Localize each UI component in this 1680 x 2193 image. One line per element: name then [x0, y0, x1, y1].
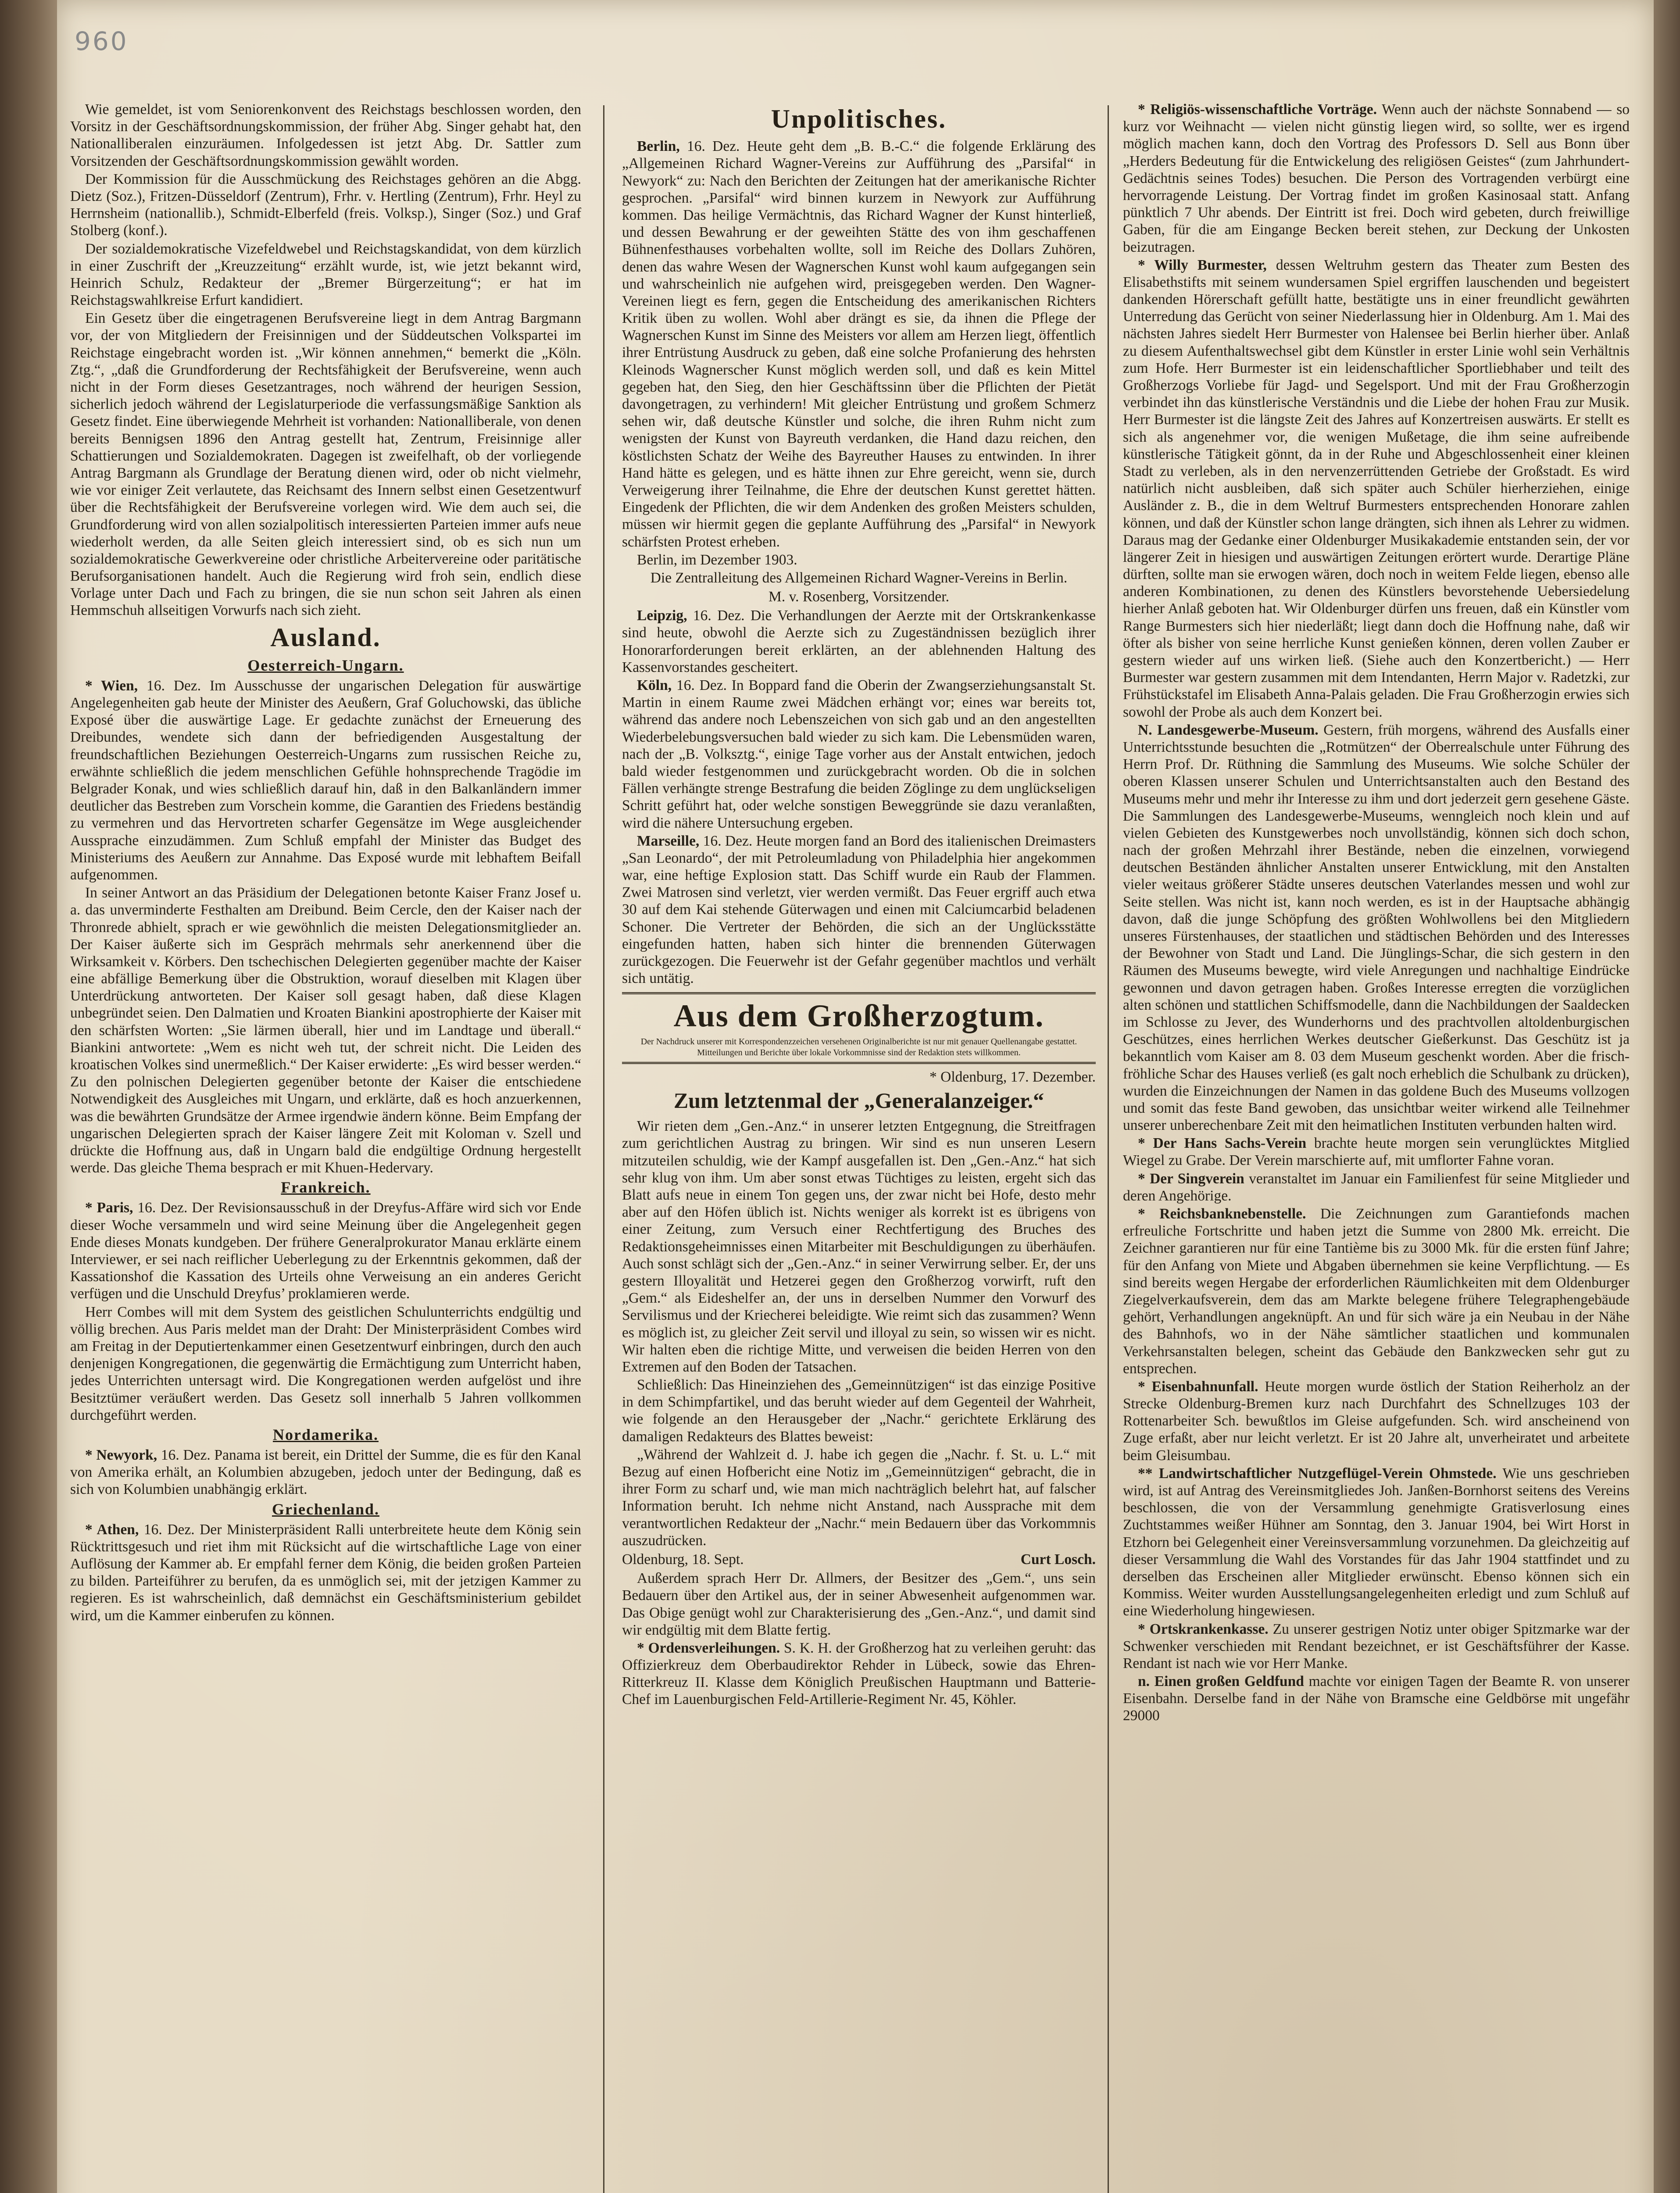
letter-signature	[622, 1551, 1096, 1568]
item-heading: n. Einen großen Geldfund	[1138, 1673, 1304, 1690]
signature-name: Curt Losch.	[1020, 1551, 1096, 1568]
news-text: 16. Dez. Der Ministerpräsident Ralli unterbreitete heute dem König sein Rücktrittsgesuch und riet ihm mit Rücksicht auf die wirtschaftliche Lage von einer Auflösung der Kammer ab. Er empfahl ferner dem König, die beiden großen Parteien zu bilden. Parteiführer zu berufen, da es unmöglich sei, mit der jetzigen Kammer zu regieren. Es ist wahrscheinlich, daß demnächst ein Geschäftsministerium gebildet wird, um die Kammer einberufen zu können.	[70, 1521, 581, 1624]
news-item	[1123, 1135, 1630, 1169]
article-paragraph: „Während der Wahlzeit d. J. habe ich gegen die „Nachr. f. St. u. L.“ mit Bezug auf einen Hofbericht eine Notiz im „Gemeinnützigen“ gebracht, die in ihrer Form zu scharf und, wie man mich nachträglich belehrt hat, auf falscher Information beruht. Ich nehme nicht Anstand, nach Aussprache mit dem verantwortlichen Redakteur der „Nachr.“ mein Bedauern über das Vorkommnis auszudrücken.	[622, 1446, 1096, 1549]
news-text: Heute morgen wurde östlich der Station Reiherholz an der Strecke Oldenburg-Bremen kurz nach Durchfahrt des Schnellzuges 103 der Rottenarbeiter Sch. bewußtlos im Gleise aufgefunden. Sch. wird anscheinend von Zuge erfaßt, aber nur leicht verletzt. Er ist 20 Jahre alt, unverheiratet und arbeitete beim Gleisumbau.	[1123, 1378, 1630, 1464]
news-text: Die Zeichnungen zum Garantiefonds machen erfreuliche Fortschritte und haben jetzt die Summe von 2800 Mk. erreicht. Die Zeichner garantieren nur für eine Tantième bis zu 3000 Mk. für die ersten fünf Jahre; für den Anfang von Miete und Abgaben übernehmen sie keine Verpflichtung. — Es sind bereits wegen Hergabe der erforderlichen Räumlichkeiten mit dem Oldenburger Ziegelverkaufsverein, dem das am Markte belegene frühere Telegraphengebäude gehört, Verhandlungen angeknüpft. An und für sich wäre ja ein Neubau in der Nähe des Bahnhofs, wo in der Nähe sämtlicher staatlichen und kommunalen Verkehrsanstalten belegen, scheint das Gebäude den Bankzwecken sehr gut zu entsprechen.	[1123, 1206, 1630, 1377]
news-text: 16. Dez. Panama ist bereit, ein Drittel der Summe, die es für den Kanal von Amerika erhält, an Kolumbien abzugeben, jedoch unter der Bedingung, daß es sich von Kolumbien unabhängig erklärt.	[70, 1447, 581, 1498]
news-text: Gestern, früh morgens, während des Ausfalls einer Unterrichtsstunde besuchten die „Rotmützen“ der Oberrealschule unter Führung des Herrn Prof. Dr. Rüthning die Sammlung des Museums. Wie solche Schüler der oberen Klassen unserer Schulen und Unterrichtsanstalten auch den Bestand des Museums mehr und mehr ihr Interesse zu ihm und dort jederzeit gern gesehene Gäste. Die Sammlungen des Landesgewerbe-Museums, wenngleich noch klein und auf vielen Gebieten des Kunstgewerbes noch unvollständig, können sich doch schon, nach der großen Mehrzahl ihrer Bestände, neben die einzelnen, vorwiegend deutschen Beständen ähnlicher Anstalten unserer Entwicklung, mit den Anstalten vieler weitaus größerer Städte unseres deutschen Vaterlandes messen und wohl zur Seite stellen. Was nicht ist, kann noch werden, es ist in der Hauptsache abhängig davon, daß die junge Schöpfung des größten Wohlwollens bei den Mitgliedern unseres Fürstenhauses, der staatlichen und städtischen Behörden und des Interesses der Bewohner von Stadt und Land. Die Jünglings-Schar, die sich gestern in den Räumen des Museums bewegte, wird viele Anregungen und nachhaltige Eindrücke gewonnen und davon getragen haben. Großes Interesse erregten die vorzüglichen alten schönen und stattlichen Schiffsmodelle, dann die Nachbildungen der Saaldecken im Schlosse zu Jever, des Wunderhorns und des prachtvollen altoldenburgischen Geschützes, eines herrlichen Werkes deutscher Gießerkunst. Das Geschütz ist ja bekanntlich vom Kaiser am 8. 03 dem Museum geschenkt worden. Aber die frisch-fröhliche Schar des Hauses verließ (es galt noch erheblich die Schulbank zu drücken), wurden die Einzeichnungen der Namen in das goldene Buch des Museums vollzogen und somit das feste Band gewoben, das unsichtbar weiter wirkend alle Teilnehmer unserer unberechenbare Zeit mit den heimatlichen Instituten verbunden halten wird.	[1123, 721, 1630, 1134]
country-heading: Frankreich.	[281, 1179, 371, 1197]
section-title-unpolitisches: Unpolitisches.	[771, 104, 947, 133]
item-heading: * Ortskrankenkasse.	[1138, 1621, 1269, 1637]
news-item	[622, 677, 1096, 832]
news-item	[70, 1521, 581, 1624]
article-paragraph: Herr Combes will mit dem System des geistlichen Schulunterrichts endgültig und völlig brechen. Aus Paris meldet man der Draht: Der Ministerpräsident Combes wird am Freitag in der Deputiertenkammer einen Gesetzentwurf einbringen, durch den auch denjenigen Kongregationen, die gegenwärtig die Ermächtigung zum Unterricht haben, jedes Unterrichten untersagt wird. Die Kongregationen werden aufgelöst und ihre Besitztümer veräußert werden. Das Gesetz soll innerhalb 5 Jahren vollkommen durchgeführt werden.	[70, 1304, 581, 1423]
news-text: brachte heute morgen sein verunglücktes Mitglied Wiegel zu Grabe. Der Verein marschierte auf, mit umflorter Fahne voran.	[1123, 1135, 1630, 1169]
news-item	[622, 138, 1096, 550]
country-heading: Griechenland.	[272, 1500, 379, 1518]
article-title: Zum letztenmal der „Generalanzeiger.“	[673, 1088, 1044, 1113]
item-heading: ** Landwirtschaftlicher Nutzgeflügel-Verein Ohmstede.	[1138, 1465, 1497, 1482]
dateline-place: Leipzig,	[637, 607, 687, 624]
dateline-place: * Paris,	[85, 1200, 133, 1216]
news-item	[70, 1199, 581, 1302]
country-heading: Oesterreich-Ungarn.	[247, 656, 404, 674]
news-item	[622, 1639, 1096, 1708]
news-text: Wie uns geschrieben wird, ist auf Antrag des Vereinsmitgliedes Joh. Janßen-Bornhorst seitens des Vereins beschlossen, die von der Versammlung genehmigte Gratisverlosung eines Zuchtstammes weißer Hühner am Sonntag, den 3. Januar 1904, bei Wirt Horst in Etzhorn bei Gelegenheit einer Vereinsversammlung vorzunehmen. Da gleichzeitig auf dieser Versammlung die Wahl des Vorstandes für das Jahr 1904 stattfindet und zu derselben das Erscheinen aller Mitglieder erwünscht. Ebenso können sich ein Kommiss. Weiter wurden Ausstellungsangelegenheiten erledigt und zum Schluß auf eine Wiederholung hingewiesen.	[1123, 1465, 1630, 1619]
news-text: 16. Dez. In Boppard fand die Oberin der Zwangserziehungsanstalt St. Martin in einem Raume zwei Mädchen erhängt vor; eines war bereits tot, während das andere noch Lebenszeichen von sich gab und an den angestellten Wiederbelebungsversuchen bald wieder zu sich kam. Die Lebensmüden waren, nach der „B. Volksztg.“, einige Tage vorher aus der Anstalt entwichen, jedoch bald wieder festgenommen und zurückgebracht worden. Ob die in solchen Fällen verhängte strenge Bestrafung die beiden Zöglinge zu dem unglückseligen Schritt geführt hat, oder welche sonstigen Beweggründe sie dazu veranlaßten, wird die nähere Untersuchung ergeben.	[622, 677, 1096, 831]
article-paragraph: Berlin, im Dezember 1903.	[637, 551, 797, 568]
section-title-grossherzogtum: Aus dem Großherzogtum.	[673, 998, 1044, 1034]
news-item	[1123, 257, 1630, 721]
local-dateline: * Oldenburg, 17. Dezember.	[929, 1068, 1096, 1085]
item-heading: * Willy Burmester,	[1138, 257, 1267, 273]
news-item	[1123, 1673, 1630, 1725]
news-text: dessen Weltruhm gestern das Theater zum Besten des Elisabethstifts mit seinem wundersamen Spiel ergriffen lauschenden und begeistert dankenden Hörerschaft gefüllt hatte, bestätigte uns in einer freundlicht gewährten Unterredung das Gerücht von seiner Niederlassung hier in Oldenburg. Am 1. Mai des nächsten Jahres siedelt Herr Burmester von Halensee bei Berlin hierher über. Anlaß zu diesem Aufenthaltswechsel gibt dem Künstler in erster Linie wohl sein Verhältnis zum Hofe. Herr Burmester ist ein leidenschaftlicher Sportliebhaber und teilt des Großherzogs Vorliebe für Jagd- und Segelsport. Und mit der Frau Großherzogin verbindet ihn das künstlerische Verständnis und die Liebe der hohen Frau zur Musik. Herr Burmester ist die längste Zeit des Jahres auf Konzertreisen auswärts. Er stellt es sich als angenehmer vor, die wenigen Mußetage, die ihm seine aufreibende künstlerische Tätigkeit gönnt, da in der Ruhe und Abgeschlossenheit einer kleinen Stadt zu verleben, als in den nervenzerrüttenden Getriebe der Großstadt. Es wird natürlich nicht ausbleiben, daß sich später auch Schüler hierherziehen, einige Ausländer z. B., die in dem Weltruf Burmesters entsprechenden Honorare zahlen können, und daß der Künstler schon lange drängten, sich ihnen als Lehrer zu widmen. Daraus mag der Gedanke einer Oldenburger Musikakademie entstanden sein, der vor längerer Zeit in hiesigen und auswärtigen Zeitungen erörtert wurde. Derartige Pläne dürften, sollte man sie erwogen wären, doch noch in weitem Felde liegen, ebenso alle anderen Kombinationen, zu denen des Künstlers bevorstehende Uebersiedelung hierher Anlaß geboten hat. Wir Oldenburger dürfen uns freuen, daß ein Künstler vom Range Burmesters sich hier niederläßt; liegt dann doch die Hoffnung nahe, daß wir öfter als bisher von seine herrliche Kunst genießen können, deren vollen Zauber er gestern wieder auf uns wirken ließ. (Siehe auch den Konzertbericht.) — Herr Burmester war gestern zusammen mit dem Intendanten, Herrn Major v. Radetzki, zur Frühstückstafel im Elisabeth Anna-Palais geladen. Die Frau Großherzogin erwies sich sowohl der Probe als auch dem Konzert bei.	[1123, 257, 1630, 720]
news-text: 16. Dez. Heute morgen fand an Bord des italienischen Dreimasters „San Leonardo“, der mit Petroleumladung von Philadelphia hier angekommen war, eine heftige Explosion statt. Das Schiff wurde ein Raub der Flammen. Zwei Matrosen sind verletzt, vier werden vermißt. Das Feuer ergriff auch etwa 30 auf dem Kai stehende Güterwagen und einen mit Calciumcarbid beladenen Schoner. Die Vertreter der Behörden, die sich an der Unglücksstätte eingefunden hatten, haben sich hinter die brennenden Güterwagen zurückgezogen. Die Feuerwehr ist der Gefahr gegenüber machtlos und verhält sich untätig.	[622, 832, 1096, 987]
item-heading: * Ordensverleihungen.	[637, 1639, 780, 1656]
article-paragraph: Wir rieten dem „Gen.-Anz.“ in unserer letzten Entgegnung, die Streitfragen zum gerichtlichen Austrag zu bringen. Wir sind es nun unseren Lesern mitzuteilen schuldig, wie der Kampf ausgefallen ist. Den „Gen.-Anz.“ hat sich sehr klug von ihm. Um aber sonst etwas Tüchtiges zu leisten, ergeht sich das Blatt aufs neue in einem Ton gegen uns, der zwar nicht bei Hofe, desto mehr aber auf den Höfen üblich ist. Nichts weniger als korrekt ist es übrigens von einer Zeitung, zum Versuch einer Rechtfertigung des Bruches des Redaktionsgeheimnisses einen Mitarbeiter mit Beschuldigungen zu überhäufen. Auch sonst schlägt sich der „Gen.-Anz.“ in seiner Verwirrung selber. Er, der uns gestern Illoyalität und Hetzerei gegen den Großherzog vorwirft, ruft den „Gem.“ als Eideshelfer an, der uns in derselben Nummer den Vorwurf des Servilismus und der Kriecherei beleidigte. Wie reimt sich das zusammen? Wenn es möglich ist, zu gleicher Zeit servil und illoyal zu sein, so wissen wir es nicht. Wir halten eben die richtige Mitte, und verweisen die beiden Herren von den Extremen auf den Boden der Tatsachen.	[622, 1118, 1096, 1375]
article-paragraph: In seiner Antwort an das Präsidium der Delegationen betonte Kaiser Franz Josef u. a. das unverminderte Festhalten am Dreibund. Beim Cercle, den der Kaiser nach der Thronrede abhielt, sprach er wie gewöhnlich die meisten Delegationsmitglieder an. Der Kaiser äußerte sich im Gespräch mehrmals sehr anerkennend über die Wirksamkeit v. Körbers. Den tschechischen Delegierten gegenüber machte der Kaiser eine abfällige Bemerkung über die Obstruktion, worauf dieselben mit Klagen über Unterdrückung antworteten. Der Kaiser soll gesagt haben, daß diese Klagen unbegründet seien. Den Dalmatien und Kroaten Biankini apostrophierte der Kaiser mit den schärfsten Worten: „Sie lärmen überall, hier und im Landtage und überall.“ Biankini antwortete: „Wem es nicht weh tut, der schreit nicht. Die Leiden des kroatischen Volkes sind unermeßlich.“ Der Kaiser erwiderte: „Es wird besser werden.“ Zu den polnischen Delegierten gegenüber betonte der Kaiser die entschiedene Notwendigkeit des Ausgleiches mit Ungarn, und erklärte, daß es hoch anzuerkennen, was die bewährten Grundsätze der Armee irgendwie ändern könne. Beim Empfang der ungarischen Delegierten sprach der Kaiser längere Zeit mit Koloman v. Szell und drückte die Hoffnung aus, daß in Ungarn bald die endgültige Ordnung hergestellt werde. Das gleiche Thema besprach er mit Khuen-Hedervary.	[70, 885, 581, 1176]
signature-line: M. v. Rosenberg, Vorsitzender.	[769, 589, 949, 605]
news-text: veranstaltet im Januar ein Familienfest für seine Mitglieder und deren Angehörige.	[1123, 1170, 1630, 1204]
dateline-place: * Wien,	[85, 677, 138, 694]
signature-line: Die Zentralleitung des Allgemeinen Richard Wagner-Vereins in Berlin.	[650, 569, 1068, 586]
news-item	[1123, 721, 1630, 1134]
news-text: 16. Dez. Der Revisionsausschuß in der Dreyfus-Affäre wird sich vor Ende dieser Woche versammeln und wird seine Meinung über die Angelegenheit gegen Ende dieses Monats kundgeben. Der frühere Generalprokurator Manau erklärte einem Interviewer, er sei nach reiflicher Ueberlegung zu der Erkenntnis gekommen, daß der Kassationshof die Kassation des Urteils ohne Verweisung an ein anderes Gericht verfügen und die Unschuld Dreyfus’ proklamieren werde.	[70, 1200, 581, 1302]
news-item	[1123, 1170, 1630, 1204]
article-paragraph: Wie gemeldet, ist vom Seniorenkonvent des Reichstags beschlossen worden, den Vorsitz in der Geschäftsordnungskommission, der früher Abg. Singer gehabt hat, den Nationalliberalen einzuräumen. Infolgedessen ist jetzt Abg. Dr. Sattler zum Vorsitzenden der Geschäftsordnungskommission gewählt worden.	[70, 101, 581, 169]
news-item	[70, 677, 581, 883]
signature-place: Oldenburg, 18. Sept.	[622, 1551, 744, 1568]
page-number: 960	[75, 26, 129, 56]
item-heading: N. Landesgewerbe-Museum.	[1138, 721, 1319, 738]
news-item	[70, 1447, 581, 1498]
news-text: machte vor einigen Tagen der Beamte R. von unserer Eisenbahn. Derselbe fand in der Nähe von Bramsche eine Geldbörse mit ungefähr 29000	[1123, 1673, 1630, 1724]
column-rule	[1108, 105, 1109, 2193]
dateline-place: Köln,	[637, 677, 672, 693]
article-paragraph: Außerdem sprach Herr Dr. Allmers, der Besitzer des „Gem.“, uns sein Bedauern über den Artikel aus, der in seiner Abwesenheit aufgenommen war. Das Obige genügt wohl zur Charakterisierung des „Gen.-Anz.“, und damit sind wir endgültig mit dem Blatte fertig.	[622, 1570, 1096, 1638]
news-text: S. K. H. der Großherzog hat zu verleihen geruht: das Offizierkreuz dem Oberbaudirektor Rehder in Lübeck, sowie das Ehren-Ritterkreuz II. Klasse dem Königlich Preußischen Hauptmann und Batterie-Chef im Lauenburgischen Feld-Artillerie-Regiment Nr. 45, Köhler.	[622, 1639, 1096, 1708]
item-heading: * Religiös-wissenschaftliche Vorträge.	[1138, 101, 1377, 118]
news-item	[1123, 1378, 1630, 1464]
reprint-notice: Der Nachdruck unserer mit Korrespondenzzeichen versehenen Originalberichte ist nur mit genauer Quellenangabe gestattet. Mitteilungen und Berichte über lokale Vorkommnisse sind der Redaktion stets willkommen.	[640, 1036, 1077, 1057]
article-paragraph: Ein Gesetz über die eingetragenen Berufsvereine liegt in dem Antrag Bargmann vor, der von Mitgliedern der Freisinnigen und der Süddeutschen Volkspartei im Reichstage eingebracht worden ist. „Wir können annehmen,“ bemerkt die „Köln. Ztg.“, „daß die Grundforderung der Rechtsfähigkeit der Berufsvereine, wenn auch nicht in der Form dieses Gesetzantrages, noch während der heurigen Session, sicherlich jedoch während der Legislaturperiode die verfassungsmäßige Sanktion als Gesetz findet. Eine überwiegende Mehrheit ist vorhanden: Nationalliberale, von denen bereits Bennigsen 1896 den Antrag gestellt hat, Zentrum, Freisinnige aller Schattierungen und Sozialdemokraten. Dagegen ist zweifelhaft, ob der vorliegende Antrag Bargmann als Grundlage der Beratung dienen wird, oder ob nicht vielmehr, wie vor einiger Zeit verlautete, das Reichsamt des Innern selbst einen Gesetzentwurf über die Rechtsfähigkeit der Berufsvereine vorlegen wird. Wie dem auch sei, die Grundforderung wird von allen sozialpolitisch interessierten Parteien immer aufs neue wiederholt werden, da alle Seiten gleich interessiert sind, ob es sich nun um sozialdemokratische Gewerkvereine oder christliche Arbeitervereine oder paritätische Berufsorganisationen handelt. Auch die Regierung wird froh sein, endlich diese Vorlage unter Dach und Fach zu bringen, die sie nun schon seit Jahren als einen Hemmschuh allseitigen Vorwurfs nach sich zieht.	[70, 310, 581, 619]
news-item	[1123, 1621, 1630, 1672]
article-paragraph: Der sozialdemokratische Vizefeldwebel und Reichstagskandidat, von dem kürzlich in einer Zuschrift der „Kreuzzeitung“ erzählt wurde, ist, wie jetzt bekannt wird, Heinrich Schulz, Redakteur der „Bremer Bürgerzeitung“; er hat im Reichstagswahlkreise Erfurt kandidiert.	[70, 240, 581, 309]
dateline-place: * Athen,	[85, 1521, 139, 1538]
column-right	[1123, 101, 1630, 2193]
article-paragraph: Der Kommission für die Ausschmückung des Reichstages gehören an die Abgg. Dietz (Soz.), Fritzen-Düsseldorf (Zentrum), Frhr. v. Hertling (Zentrum), Frhr. Heyl zu Herrnsheim (nationallib.), Schmidt-Elberfeld (freis. Volksp.), Singer (Soz.) und Graf Stolberg (konf.).	[70, 171, 581, 239]
item-heading: * Der Hans Sachs-Verein	[1138, 1135, 1307, 1152]
column-rule	[603, 105, 604, 2193]
news-text: 16. Dez. Im Ausschusse der ungarischen Delegation für auswärtige Angelegenheiten gab heute der Minister des Aeußern, Graf Goluchowski, das übliche Exposé über die auswärtige Lage. Er gedachte zunächst der Erneuerung des Dreibundes, wendete sich dann der befriedigenden Ausgestaltung der freundschaftlichen Beziehungen Oesterreich-Ungarns zum russischen Reiche zu, erwähnte schließlich die jedem menschlichen Gefühle hohnsprechende Tragödie im Belgrader Konak, und wies schließlich darauf hin, daß in den Balkanländern immer deutlicher das Bestreben zum Vorschein komme, die Garantien des Friedens beständig zu vermehren und das Hervortreten scharfer Gegensätze im Wege ausgleichender Aussprache einzudämmen. Zum Schluß empfahl der Minister das Budget des Ministeriums des Aeußern zur Annahme. Das Exposé wurde mit lebhaftem Beifall aufgenommen.	[70, 677, 581, 883]
column-middle	[622, 101, 1096, 2193]
news-item	[622, 832, 1096, 987]
grand-duchy-banner	[622, 992, 1096, 1064]
news-text: Wenn auch der nächste Sonnabend — so kurz vor Weihnacht — vielen nicht günstig liegen wird, so sollte, wer es irgend möglich machen kann, doch den Vortrag des Professors D. Sell aus Bonn über „Herders Bedeutung für die Entwickelung des religiösen Geistes“ (zum Jahrhundert-Gedächtnis seines Todes) besuchen. Die Person des Vortragenden verbürgt eine hervorragende Leistung. Der Vortrag findet im großen Kasinosaal statt. Anfang pünktlich 7 Uhr abends. Der Eintritt ist frei. Doch wird gebeten, durch freiwillige Gaben, für die am Eingange Becken bereit stehen, zur Deckung der Unkosten beizutragen.	[1123, 101, 1630, 255]
news-text: Zu unserer gestrigen Notiz unter obiger Spitzmarke war der Schwenker verschieden mit Rendant bezeichnet, er ist Geschäftsführer der Kasse. Rendant ist nach wie vor Herr Manke.	[1123, 1621, 1630, 1672]
news-text: 16. Dez. Die Verhandlungen der Aerzte mit der Ortskrankenkasse sind heute, obwohl die Aerzte sich zu Zugeständnissen bezüglich ihrer Honorarforderungen bereit erklärten, an der ablehnenden Haltung des Kassenvorstandes gescheitert.	[622, 607, 1096, 675]
item-heading: * Reichsbanknebenstelle.	[1138, 1206, 1306, 1222]
news-item	[1123, 1205, 1630, 1377]
scan-border-left	[0, 0, 66, 2193]
scan-border-right	[1649, 0, 1680, 2193]
dateline-place: Marseille,	[637, 832, 700, 849]
news-text: 16. Dez. Heute geht dem „B. B.-C.“ die folgende Erklärung des „Allgemeinen Richard Wagner-Vereins zur Aufführung des „Parsifal“ in Newyork“ zu: Nach den Berichten der Zeitungen hat der amerikanische Richter gesprochen. „Parsifal“ wird binnen kurzem in Newyork zur Aufführung kommen. Das heilige Vermächtnis, das Richard Wagner der Kunst hinterließ, und dessen Bewahrung er der geweihten Stätte des von ihm geschaffenen Bühnenfesthauses vorbehalten wollte, soll im Reiche des Dollars Zuhören, denen das wahre Wesen der Wagnerschen Kunst wohl kaum aufgegangen sein und wahrscheinlich nie aufgehen wird, preisgegeben werden. Den Wagner-Vereinen liegt es fern, gegen die Entscheidung des amerikanischen Richters Kritik üben zu wollen. Wohl aber drängt es sie, da ihnen die Pflege der Wagnerschen Kunst im Sinne des Meisters vor allem am Herzen liegt, öffentlich ihrer Entrüstung Ausdruck zu geben, daß eine solche Profanierung des hehrsten Kleinods Wagnerscher Kunst möglich werden soll, und daß es kein Mittel gegeben hat, den Sieg, den hier Geschäftssinn über die Pflichten der Pietät davongetragen, zu verhindern! Mit gleicher Entrüstung und großem Schmerz sehen wir, daß deutsche Künstler und solche, die ihren Ruhm nicht zum wenigsten der Kunst von Bayreuth verdanken, die Hand dazu reichen, den köstlichsten Schatz der Weihe des Bayreuther Hauses zu entwinden. In ihrer Hand hätte es gelegen, und es hätte ihnen zur Ehre gereicht, wenn sie, durch Verweigerung ihrer Teilnahme, die Ehre der deutschen Kunst gerettet hätten. Eingedenk der Pflichten, die wir dem Andenken des großen Meisters schulden, müssen wir hiermit gegen die geplante Aufführung des „Parsifal“ in Newyork schärfsten Protest erheben.	[622, 138, 1096, 550]
dateline-place: Berlin,	[637, 138, 680, 155]
news-item	[1123, 1465, 1630, 1620]
column-left	[70, 101, 581, 2193]
country-heading: Nordamerika.	[273, 1425, 379, 1443]
item-heading: * Eisenbahnunfall.	[1138, 1378, 1258, 1395]
article-paragraph: Schließlich: Das Hineinziehen des „Gemeinnützigen“ ist das einzige Positive in dem Schimpfartikel, und das beruht wieder auf dem Gegenteil der Wahrheit, wie folgende an den Herausgeber der „Nachr.“ gerichtete Erklärung des damaligen Redakteurs des Blattes beweist:	[622, 1377, 1096, 1445]
news-item	[1123, 101, 1630, 256]
item-heading: * Der Singverein	[1138, 1170, 1244, 1187]
dateline-place: * Newyork,	[85, 1447, 157, 1464]
news-item	[622, 607, 1096, 676]
section-title-ausland: Ausland.	[270, 622, 381, 652]
